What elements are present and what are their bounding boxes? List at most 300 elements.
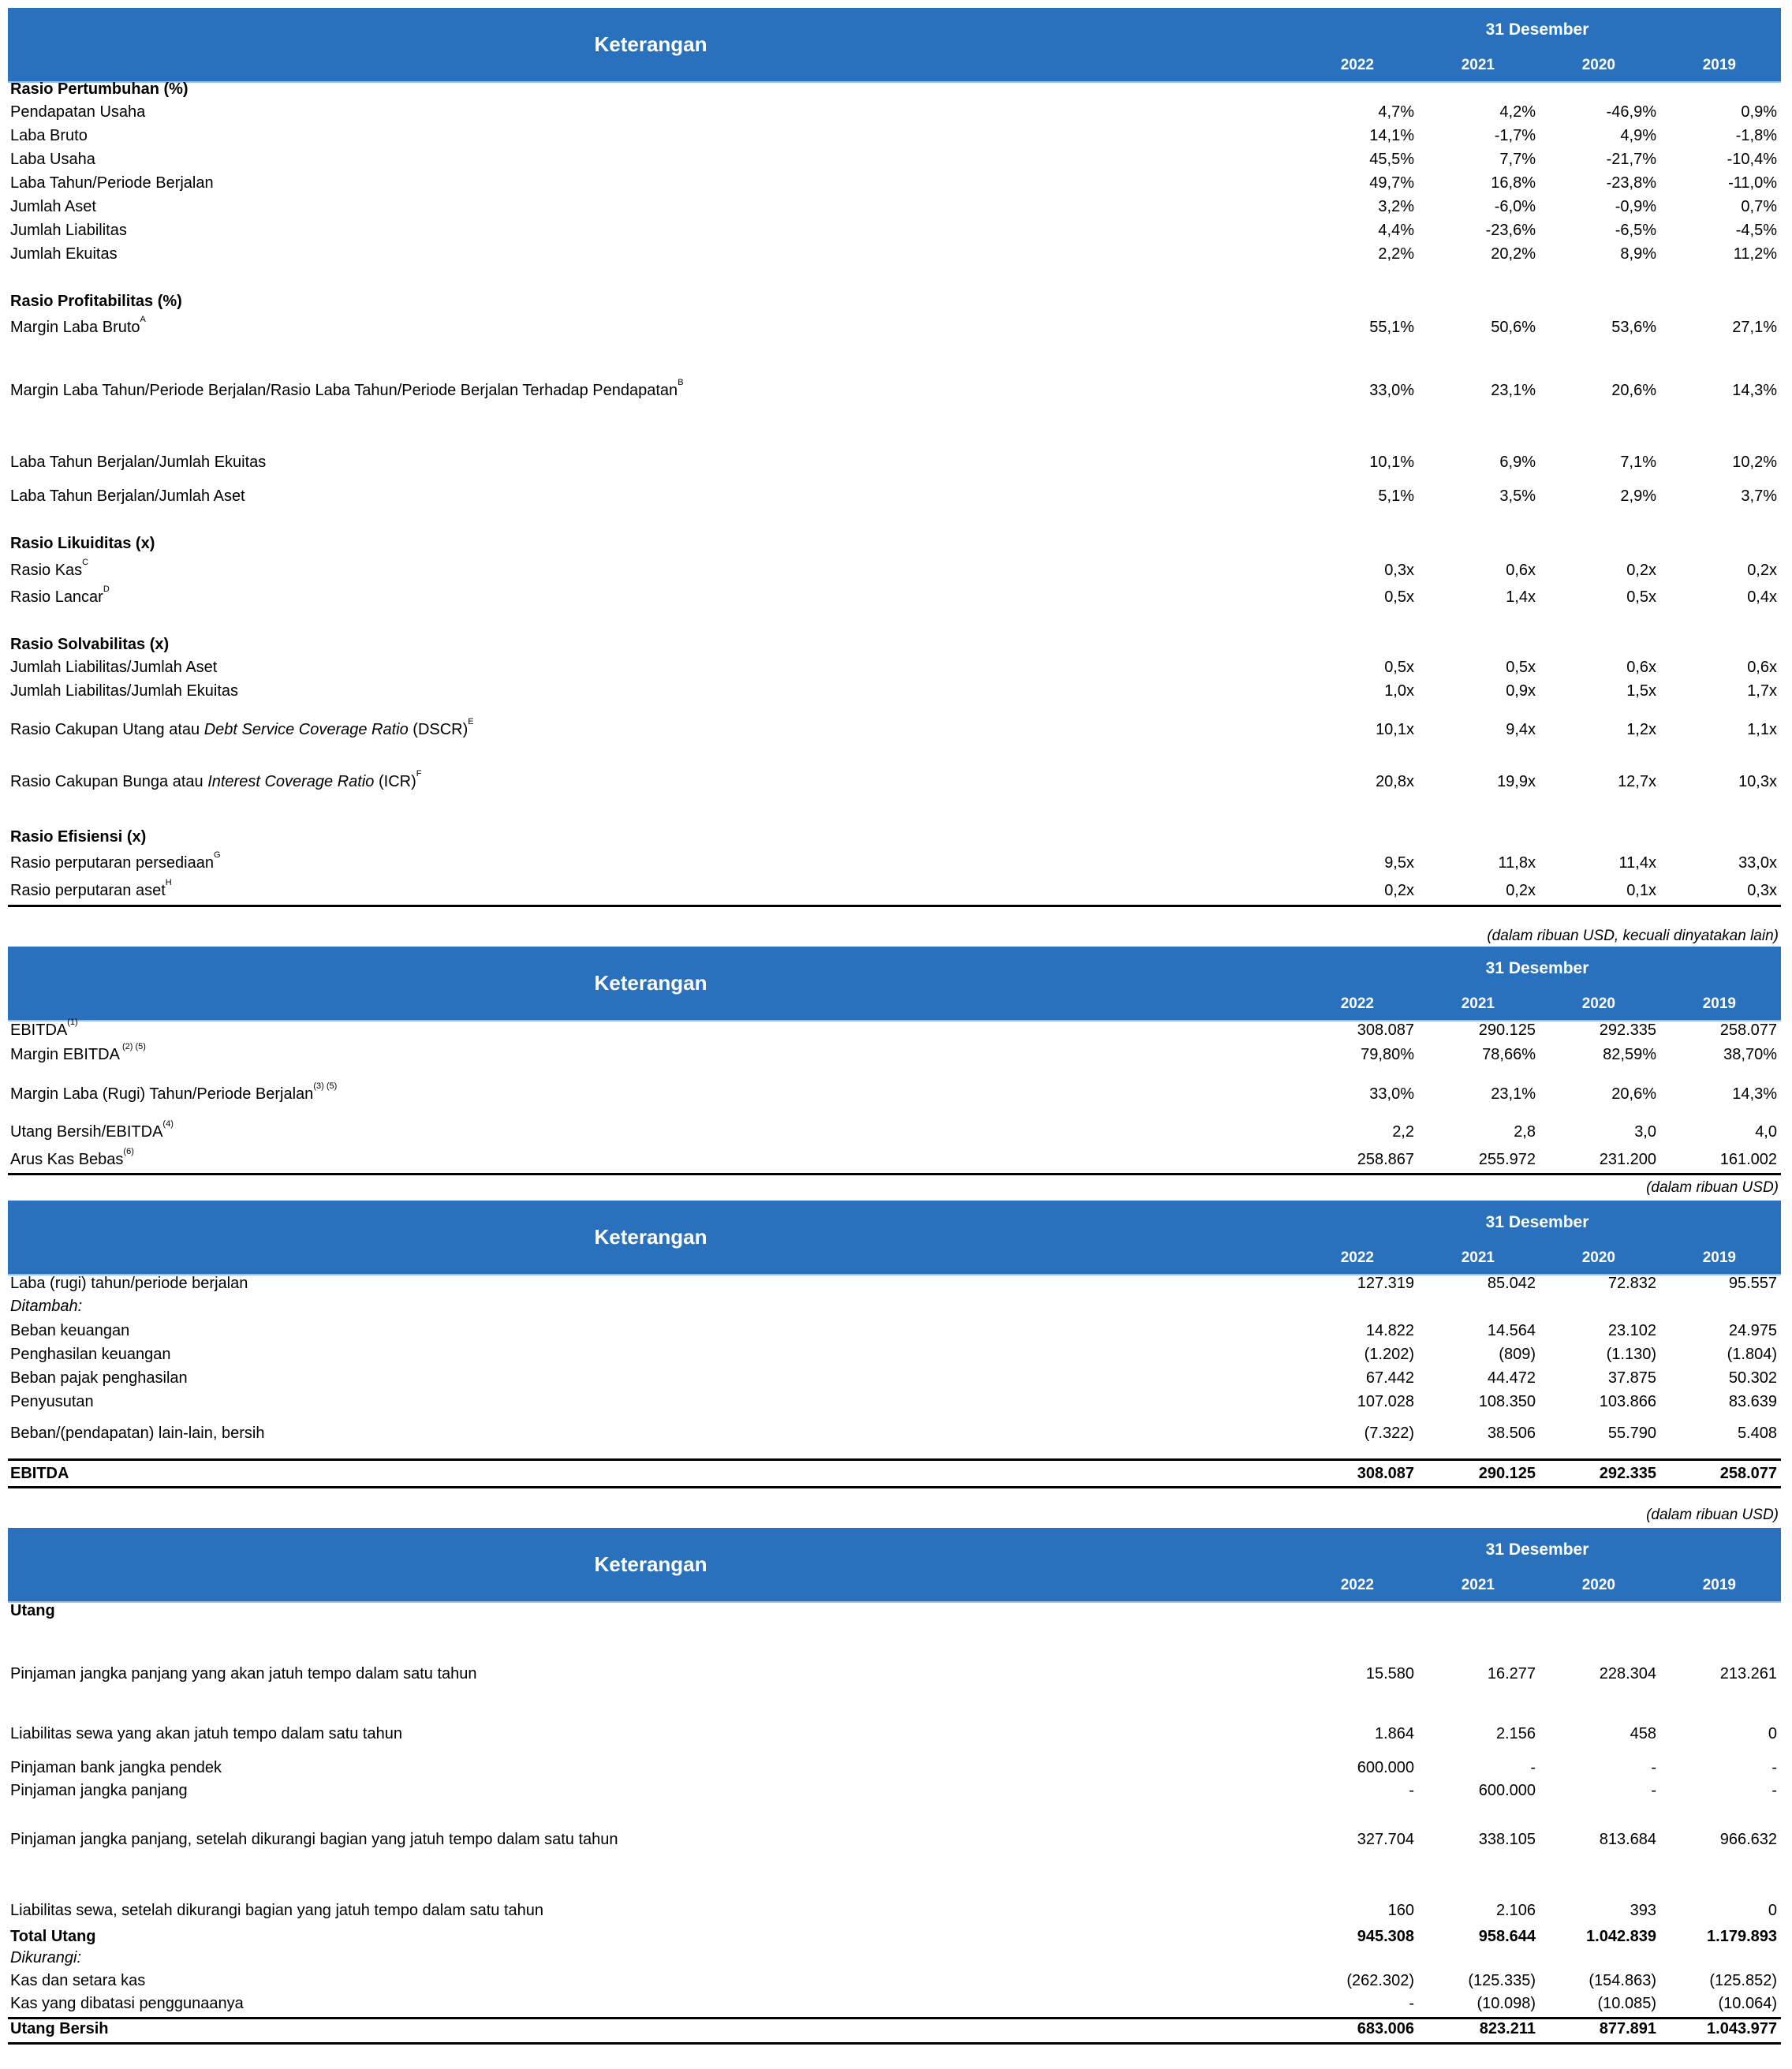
row-label-text: Pendapatan Usaha [10,103,146,121]
table-row [8,1366,1781,1390]
cell-value-2021: -1,7% [1494,127,1536,144]
cell-value-2020: 3,0 [1634,1123,1656,1141]
cell-value-2019: (125.852) [1709,1972,1777,1989]
table-row [8,316,1781,339]
cell-value-2022: 327.704 [1357,1831,1414,1848]
table-row [8,679,1781,703]
cell-value-2022: 10,1x [1376,721,1414,738]
cell-value-2021: 0,9x [1506,682,1536,700]
cell-value-2021: 3,5% [1499,487,1536,505]
cell-value-2022: 0,5x [1384,659,1414,676]
cell-value-2022: 5,1% [1378,487,1414,505]
row-label [10,1322,129,1340]
unit-note-1: (dalam ribuan USD, kecuali dinyatakan lain) [1487,928,1779,944]
cell-value-2019: 1,7x [1747,682,1777,700]
footnote-marker: E [468,717,474,726]
row-label-text: Rasio Pertumbuhan (%) [10,80,189,98]
cell-value-2020: 55.790 [1607,1425,1656,1442]
cell-value-2022: 600.000 [1357,1759,1414,1776]
row-label [10,151,95,169]
cell-value-2019: 33,0x [1738,854,1777,872]
column-header-year: 2022 [1340,995,1374,1012]
table-rule [8,1173,1781,1175]
row-label [10,1902,543,1920]
cell-value-2019: 0 [1768,1725,1777,1742]
footnote-marker: (2) (5) [119,1042,146,1051]
row-label-text: Rasio Profitabilitas (%) [10,293,182,310]
cell-value-2022: 258.867 [1357,1151,1414,1168]
column-header-year: 2022 [1340,1577,1374,1593]
row-label [10,1949,81,1967]
column-header-period: 31 Desember [1485,21,1589,39]
cell-value-2021: (809) [1499,1346,1536,1363]
row-label [10,1346,171,1364]
cell-value-2020: -6,5% [1615,222,1656,239]
cell-value-2020: -21,7% [1606,151,1656,168]
table-row [8,585,1781,609]
table-row [8,1828,1781,1851]
column-header-keterangan: Keterangan [594,1225,707,1249]
table-row [8,1969,1781,1992]
cell-value-2019: 95.557 [1728,1275,1777,1292]
cell-value-2021: 44.472 [1487,1369,1536,1387]
row-label-text: Beban keuangan [10,1322,130,1339]
cell-value-2021: 108.350 [1478,1393,1536,1410]
row-label-text: Rasio Cakupan Utang atau [10,721,204,738]
row-label [10,1928,96,1946]
row-label-text: Rasio Likuiditas (x) [10,535,155,552]
row-label [10,717,474,739]
cell-value-2021: 16,8% [1491,174,1536,192]
cell-value-2021: - [1530,1759,1536,1776]
row-label-text: Rasio perputaran persediaan [10,854,214,872]
cell-value-2021: 958.644 [1478,1928,1536,1945]
row-label [10,1831,618,1849]
table-row [8,1421,1781,1445]
cell-value-2019: -11,0% [1728,174,1777,192]
column-header-year: 2021 [1461,1577,1495,1593]
table-header [8,1528,1781,1601]
row-label-text: Rasio Lancar [10,588,103,606]
row-label [10,535,155,553]
cell-value-2020: (1.130) [1606,1346,1656,1363]
cell-value-2022: 33,0% [1369,1085,1414,1103]
cell-value-2019: 0,3x [1747,882,1777,899]
row-label [10,850,221,872]
cell-value-2020: 72.832 [1607,1275,1656,1292]
cell-value-2019: 10,2% [1732,454,1777,471]
table-header [8,1201,1781,1274]
row-label-text: Kas dan setara kas [10,1972,146,1989]
table-row [8,558,1781,582]
row-label-text: Penghasilan keuangan [10,1346,171,1363]
table-row [8,242,1781,266]
table-row [8,171,1781,195]
row-label [10,1298,82,1316]
cell-value-2020: 228.304 [1599,1665,1656,1682]
cell-value-2022: (1.202) [1364,1346,1414,1363]
cell-value-2020: 53,6% [1611,319,1656,336]
cell-value-2021: (10.098) [1477,1995,1536,2012]
cell-value-2022: 160 [1387,1902,1414,1919]
column-header-year: 2019 [1702,57,1736,73]
cell-value-2020: -46,9% [1606,103,1656,121]
cell-value-2020: 292.335 [1599,1021,1656,1039]
cell-value-2020: 37.875 [1607,1369,1656,1387]
row-label [10,769,422,791]
cell-value-2021: 85.042 [1487,1275,1536,1292]
cell-value-2022: (262.302) [1346,1972,1414,1989]
row-label-text: Rasio Kas [10,562,83,579]
cell-value-2022: 14.822 [1365,1322,1414,1339]
table-row [8,770,1781,794]
table-rule [8,1486,1781,1488]
cell-value-2020: 103.866 [1599,1393,1656,1410]
table-row [8,1148,1781,1171]
cell-value-2019: 4,0 [1755,1123,1777,1141]
ebitda-summary-table [8,947,1781,1175]
row-label [10,1369,188,1387]
table-row [8,1462,1781,1485]
cell-value-2022: 20,8x [1376,773,1414,790]
cell-value-2022: 4,4% [1378,222,1414,239]
row-label [10,1465,69,1483]
cell-value-2022: 3,2% [1378,198,1414,215]
table-row [8,1390,1781,1414]
column-header-year: 2020 [1581,57,1615,73]
table-rule [8,2017,1781,2019]
table-rule [8,1458,1781,1461]
row-label [10,1275,248,1293]
row-label-text: Rasio Efisiensi (x) [10,828,147,846]
cell-value-2021: 78,66% [1482,1046,1536,1063]
cell-value-2021: 6,9% [1499,454,1536,471]
cell-value-2022: 945.308 [1357,1928,1414,1945]
row-label-text: Margin EBITDA [10,1046,120,1063]
row-label-text: Pinjaman jangka panjang yang akan jatuh tempo dalam satu tahun [10,1665,477,1682]
cell-value-2019: -10,4% [1727,151,1777,168]
column-header-year: 2022 [1340,1249,1374,1266]
cell-value-2021: 7,7% [1499,151,1536,168]
row-label-text: (ICR) [374,773,416,790]
row-label-text: Margin Laba Tahun/Periode Berjalan/Rasio Laba Tahun/Periode Berjalan Terhadap Pendapatan [10,382,678,399]
row-label [10,245,118,263]
table-row [8,718,1781,741]
cell-value-2019: 1.179.893 [1707,1928,1777,1945]
cell-value-2020: 8,9% [1620,245,1656,263]
cell-value-2020: 0,6x [1626,659,1656,676]
row-label-text: Laba Bruto [10,127,88,144]
cell-value-2021: 23,1% [1491,382,1536,399]
cell-value-2019: -1,8% [1735,127,1777,144]
cell-value-2021: 19,9x [1497,773,1536,790]
row-label [10,878,172,900]
column-header-year: 2020 [1581,1577,1615,1593]
cell-value-2021: 290.125 [1478,1465,1536,1482]
footnote-marker: F [416,769,422,779]
table-row [8,1120,1781,1144]
cell-value-2020: -0,9% [1615,198,1656,215]
column-header-year: 2021 [1461,1249,1495,1266]
table-rule [8,905,1781,907]
cell-value-2021: 20,2% [1491,245,1536,263]
unit-note-2: (dalam ribuan USD) [1646,1179,1779,1196]
table-row [8,1018,1781,1042]
footnote-marker: G [213,850,221,860]
table-row [8,1779,1781,1802]
cell-value-2019: - [1771,1782,1777,1799]
row-label-italic: Interest Coverage Ratio [207,773,375,790]
row-label [10,682,238,700]
row-label-text: (DSCR) [408,721,469,738]
cell-value-2022: 2,2 [1392,1123,1414,1141]
cell-value-2021: 1,4x [1506,588,1536,606]
cell-value-2020: 393 [1630,1902,1656,1919]
section-heading [8,825,1781,849]
table-rule [8,2042,1781,2045]
row-label [10,1042,146,1064]
table-row [8,124,1781,148]
row-label [10,584,110,607]
cell-value-2019: 0,9% [1741,103,1777,121]
cell-value-2022: 308.087 [1357,1465,1414,1482]
table-row [8,2017,1781,2041]
row-label-text: Jumlah Ekuitas [10,245,118,263]
cell-value-2022: 107.028 [1357,1393,1414,1410]
row-label [10,454,266,472]
row-label-text: Ditambah: [10,1298,83,1315]
cell-value-2020: 11,4x [1618,854,1656,872]
row-label-text: Pinjaman jangka panjang [10,1782,188,1799]
cell-value-2019: 0 [1768,1902,1777,1919]
row-label [10,1995,244,2013]
cell-value-2022: 10,1% [1369,454,1414,471]
table-row [8,1992,1781,2015]
row-label [10,1725,402,1743]
row-label-text: Utang Bersih/EBITDA [10,1123,163,1141]
row-label-text: Penyusutan [10,1393,94,1410]
cell-value-2022: 15.580 [1365,1665,1414,1682]
unit-note-3: (dalam ribuan USD) [1646,1507,1779,1523]
row-label [10,174,214,192]
column-header-keterangan: Keterangan [594,971,707,995]
cell-value-2021: 16.277 [1487,1665,1536,1682]
cell-value-2019: 11,2% [1733,245,1777,263]
row-label [10,1972,145,1990]
row-label-text: Laba Tahun Berjalan/Jumlah Aset [10,487,245,505]
table-row [8,1319,1781,1343]
footnote-marker: (3) (5) [313,1081,338,1091]
cell-value-2022: 33,0% [1369,382,1414,399]
table-row [8,379,1781,402]
row-label [10,1782,188,1800]
row-label [10,1602,55,1620]
row-label [10,1081,338,1104]
cell-value-2019: 0,4x [1747,588,1777,606]
cell-value-2019: (1.804) [1727,1346,1777,1363]
cell-value-2020: 4,9% [1620,127,1656,144]
cell-value-2019: 27,1% [1732,319,1777,336]
ebitda-reconciliation-table [8,1201,1781,1488]
table-row [8,218,1781,242]
cell-value-2020: -23,8% [1606,174,1656,192]
column-header-year: 2020 [1581,995,1615,1012]
column-header-keterangan: Keterangan [594,1552,707,1576]
cell-value-2022: 4,7% [1378,103,1414,121]
cell-value-2020: 23.102 [1607,1322,1656,1339]
cell-value-2022: 1.864 [1374,1725,1414,1742]
row-label-text: Jumlah Aset [10,198,96,215]
row-label-text: Liabilitas sewa, setelah dikurangi bagian yang jatuh tempo dalam satu tahun [10,1902,543,1919]
footnote-marker: C [82,558,89,567]
cell-value-2021: 14.564 [1487,1322,1536,1339]
column-header-year: 2019 [1702,1577,1736,1593]
row-label [10,1119,174,1141]
row-label-text: Jumlah Liabilitas/Jumlah Aset [10,659,218,676]
cell-value-2019: 1.043.977 [1707,2020,1777,2037]
footnote-marker: D [103,584,110,594]
row-label [10,659,217,677]
cell-value-2021: 4,2% [1499,103,1536,121]
table-row [8,1294,1781,1318]
footnote-marker: (4) [162,1119,174,1129]
footnote-marker: (1) [67,1018,78,1027]
cell-value-2021: 2.106 [1495,1902,1536,1919]
column-header-year: 2021 [1461,57,1495,73]
cell-value-2021: 290.125 [1478,1021,1536,1039]
cell-value-2022: 79,80% [1361,1046,1414,1063]
row-label-text: Dikurangi: [10,1949,82,1966]
table-row [8,1899,1781,1922]
column-header-period: 31 Desember [1485,1213,1589,1231]
net-debt-table [8,1528,1781,2056]
column-header-period: 31 Desember [1485,1541,1589,1559]
section-heading [8,633,1781,656]
table-row [8,450,1781,474]
cell-value-2020: 20,6% [1611,1085,1656,1103]
financial-ratios-table [8,8,1781,909]
cell-value-2019: 0,7% [1741,198,1777,215]
cell-value-2022: 0,3x [1384,562,1414,579]
cell-value-2022: 0,5x [1384,588,1414,606]
section-heading [8,1599,1781,1623]
table-row [8,148,1781,171]
cell-value-2022: 67.442 [1365,1369,1414,1387]
column-header-year: 2021 [1461,995,1495,1012]
cell-value-2021: 338.105 [1478,1831,1536,1848]
table-header [8,947,1781,1020]
row-label-text: Beban pajak penghasilan [10,1369,188,1387]
footnote-marker: B [678,378,684,387]
row-label [10,1393,94,1411]
row-label-text: Laba Usaha [10,151,95,168]
cell-value-2020: 82,59% [1603,1046,1656,1063]
row-label [10,636,169,654]
row-label-text: EBITDA [10,1465,69,1482]
table-header [8,8,1781,81]
cell-value-2021: 0,6x [1506,562,1536,579]
row-label [10,80,189,99]
cell-value-2021: 23,1% [1491,1085,1536,1103]
row-label [10,1018,78,1040]
cell-value-2021: 50,6% [1491,319,1536,336]
row-label-text: Rasio perputaran aset [10,882,166,899]
section-heading [8,289,1781,313]
table-row [8,195,1781,218]
cell-value-2021: 11,8x [1498,854,1536,872]
section-heading [8,532,1781,555]
cell-value-2019: 24.975 [1728,1322,1777,1339]
row-label-text: Total Utang [10,1928,96,1945]
cell-value-2020: 12,7x [1618,773,1656,790]
cell-value-2020: - [1651,1759,1656,1776]
cell-value-2022: 55,1% [1369,319,1414,336]
cell-value-2022: - [1409,1782,1414,1799]
column-header-year: 2022 [1340,57,1374,73]
cell-value-2019: (10.064) [1718,1995,1777,2012]
cell-value-2020: 458 [1630,1725,1656,1742]
table-row [8,1343,1781,1366]
row-label-text: Rasio Cakupan Bunga atau [10,773,208,790]
cell-value-2022: 1,0x [1384,682,1414,700]
row-label-text: Utang Bersih [10,2020,109,2037]
cell-value-2019: 38,70% [1723,1046,1777,1063]
cell-value-2019: 0,6x [1747,659,1777,676]
row-label-text: Pinjaman bank jangka pendek [10,1759,222,1776]
cell-value-2019: 83.639 [1728,1393,1777,1410]
table-row [8,1925,1781,1948]
cell-value-2019: 0,2x [1747,562,1777,579]
row-label-text: Margin Laba Bruto [10,319,140,336]
cell-value-2019: 14,3% [1732,382,1777,399]
row-label-italic: Debt Service Coverage Ratio [203,721,409,738]
cell-value-2019: -4,5% [1735,222,1777,239]
cell-value-2020: 0,1x [1626,882,1656,899]
table-row [8,484,1781,508]
row-label [10,315,146,337]
table-row [8,879,1781,902]
footnote-marker: (6) [123,1147,134,1156]
row-label-text: Jumlah Liabilitas/Jumlah Ekuitas [10,682,239,700]
row-label-text: Beban/(pendapatan) lain-lain, bersih [10,1425,265,1442]
cell-value-2021: -6,0% [1494,198,1536,215]
row-label [10,1425,264,1443]
row-label-text: Margin Laba (Rugi) Tahun/Periode Berjalan [10,1085,314,1103]
cell-value-2022: 0,2x [1384,882,1414,899]
table-row [8,1756,1781,1780]
row-label-text: Laba Tahun/Periode Berjalan [10,174,214,192]
cell-value-2019: 1,1x [1747,721,1777,738]
cell-value-2019: 258.077 [1719,1021,1777,1039]
row-label-text: Kas yang dibatasi penggunaanya [10,1995,244,2012]
row-label [10,378,684,400]
section-heading [8,77,1781,101]
table-row [8,1272,1781,1295]
column-header-year: 2019 [1702,995,1736,1012]
cell-value-2021: (125.335) [1468,1972,1536,1989]
cell-value-2021: 600.000 [1478,1782,1536,1799]
row-label [10,103,145,121]
cell-value-2021: 2,8 [1514,1123,1536,1141]
cell-value-2019: - [1771,1759,1777,1776]
cell-value-2021: -23,6% [1485,222,1536,239]
cell-value-2022: 49,7% [1369,174,1414,192]
cell-value-2020: 292.335 [1599,1465,1656,1482]
cell-value-2021: 823.211 [1479,2020,1536,2037]
cell-value-2020: - [1651,1782,1656,1799]
row-label [10,222,127,240]
cell-value-2022: 9,5x [1384,854,1414,872]
